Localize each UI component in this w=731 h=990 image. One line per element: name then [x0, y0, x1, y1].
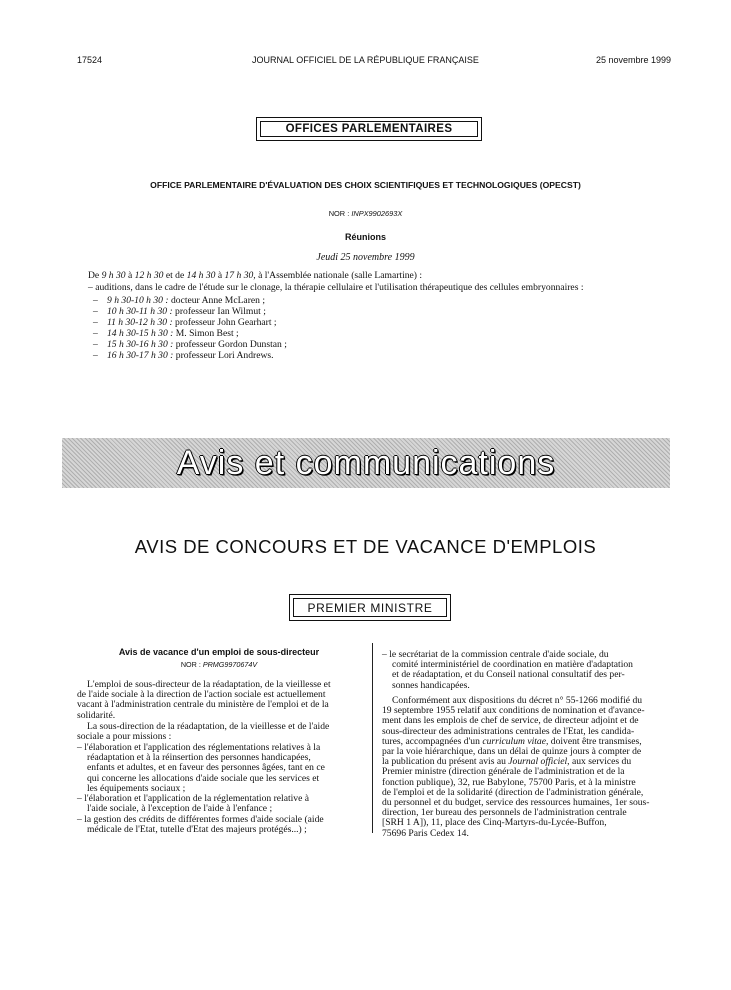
text-line: – l'élaboration et l'application de la réglementation relative à — [77, 793, 310, 804]
article-nor — [77, 660, 361, 669]
text-line: sous-directeur des administrations centrales de l'Etat, les candida- — [382, 725, 635, 737]
section-banner — [62, 438, 670, 488]
text-line: [SRH 1 A]), 11, place des Cinq-Martyrs-du-Lycée-Buffon, — [382, 817, 607, 829]
session-row — [93, 339, 287, 350]
text-segment: doivent être transmises, — [550, 735, 642, 747]
session-time: 16 h 30-17 h 30 : — [107, 350, 174, 361]
intro-rest: à l'Assemblée nationale (salle Lamartine) : — [258, 270, 423, 281]
bullet-2 — [77, 794, 361, 814]
session-dash: – — [93, 339, 98, 350]
session-time: 9 h 30-10 h 30 : — [107, 295, 169, 306]
text-italic: Journal officiel, — [508, 756, 570, 768]
text-line: ment dans les emplois de chef de service, de directeur adjoint et de — [382, 715, 639, 727]
text-line: les équipements sociaux ; — [87, 782, 186, 794]
session-speaker: professeur Gordon Dunstan ; — [175, 339, 287, 350]
session-dash: – — [93, 328, 98, 339]
text-line: du personnel et du budget, service des ressources humaines, 1er sous- — [382, 797, 650, 809]
office-name: OFFICE PARLEMENTAIRE D'ÉVALUATION DES CHOIX SCIENTIFIQUES ET TECHNOLOGIQUES (OPECST) — [150, 180, 581, 190]
meeting-date: Jeudi 25 novembre 1999 — [316, 252, 415, 263]
text-line: – la gestion des crédits de différentes formes d'aide sociale (aide — [77, 814, 324, 825]
ministry-label: PREMIER MINISTRE — [307, 600, 433, 615]
nor-value: PRMG9970674V — [202, 660, 258, 669]
text-line: L'emploi de sous-directeur de la réadaptation, de la vieillesse et — [87, 679, 331, 690]
text-line: La sous-direction de la réadaptation, de la vieillesse et de l'aide — [87, 721, 330, 732]
article-title: Avis de vacance d'un emploi de sous-directeur — [118, 647, 320, 657]
ministry-box — [289, 594, 451, 621]
offices-section-box — [256, 117, 482, 141]
paragraph-2 — [77, 722, 361, 742]
journal-title: JOURNAL OFFICIEL DE LA RÉPUBLIQUE FRANÇAISE — [252, 55, 479, 65]
text-segment: tures, accompagnées d'un — [382, 735, 480, 747]
text-line: par la voie hiérarchique, dans un délai de quinze jours à compter de — [382, 746, 642, 758]
paragraph-3 — [382, 696, 666, 839]
text-line: fonction publique), 32, rue Babylone, 75700 Paris, et à la ministre — [382, 776, 636, 788]
issue-date: 25 novembre 1999 — [595, 55, 671, 65]
avis-heading: AVIS DE CONCOURS ET DE VACANCE D'EMPLOIS — [134, 536, 597, 557]
meeting-intro — [88, 270, 422, 281]
text-line: qui concerne les allocations d'aide sociale que les services et — [87, 772, 320, 784]
text-segment: aux services du — [572, 756, 632, 768]
text-line: enfants et adultes, et en faveur des personnes âgées, tant en ce — [87, 762, 325, 774]
column-divider — [372, 643, 373, 833]
nor-label: NOR : — [180, 660, 201, 669]
intro-a-2: à — [217, 270, 223, 281]
intro-time-2: 12 h 30 — [134, 270, 164, 281]
bullet-1 — [77, 743, 361, 794]
offices-section-label: OFFICES PARLEMENTAIRES — [285, 123, 453, 135]
text-line: solidarité. — [77, 709, 116, 721]
intro-time-4: 17 h 30, — [224, 270, 256, 281]
text-line: sociale a pour missions : — [77, 731, 172, 743]
session-speaker: M. Simon Best ; — [175, 328, 239, 339]
paragraph-1 — [77, 680, 361, 721]
page-number: 17524 — [77, 55, 103, 65]
text-line: comité interministériel de coordination en matière d'adaptation — [392, 659, 633, 671]
text-line: – le secrétariat de la commission centrale d'aide sociale, du — [382, 649, 609, 660]
session-row — [93, 306, 266, 317]
text-line: vacant à l'administration centrale du ministère de l'emploi et de la — [77, 699, 329, 711]
bullet-4 — [382, 650, 666, 691]
meetings-heading: Réunions — [344, 232, 386, 242]
nor-value: INPX9902693X — [351, 209, 403, 218]
nor-reference — [0, 209, 731, 218]
text-line: – l'élaboration et l'application des réglementations relatives à la — [77, 742, 321, 753]
intro-et: et de — [165, 270, 185, 281]
text-line: direction, 1er bureau des personnels de l'administration centrale — [382, 807, 627, 819]
session-time: 10 h 30-11 h 30 : — [107, 306, 173, 317]
bullet-3 — [77, 815, 361, 835]
nor-label: NOR : — [328, 209, 350, 218]
text-line: de l'aide sociale à la direction de l'action sociale est actuellement — [77, 689, 326, 701]
text-line: réadaptation et à la réinsertion des personnes handicapées, — [87, 752, 311, 764]
text-line: de l'emploi et de la solidarité (direction de l'administration générale, — [382, 786, 644, 798]
text-italic: curriculum vitae, — [482, 735, 549, 747]
intro-de: De — [88, 270, 100, 281]
intro-a-1: à — [127, 270, 133, 281]
text-segment: la publication du présent avis au — [382, 756, 506, 768]
text-line: sonnes handicapées. — [392, 679, 470, 691]
text-line: médicale de l'Etat, tutelle d'Etat des majeurs protégés...) ; — [87, 824, 307, 836]
session-speaker: professeur Lori Andrews. — [175, 350, 274, 361]
session-dash: – — [93, 295, 98, 306]
intro-time-3: 14 h 30 — [186, 270, 216, 281]
session-time: 15 h 30-16 h 30 : — [107, 339, 174, 350]
session-speaker: professeur Ian Wilmut ; — [175, 306, 266, 317]
session-dash: – — [93, 350, 98, 361]
session-dash: – — [93, 306, 98, 317]
session-speaker: docteur Anne McLaren ; — [170, 295, 266, 306]
meeting-subject: – auditions, dans le cadre de l'étude sur le clonage, la thérapie cellulaire et l'utilisation thérapeutique des cellules embryonnaires : — [88, 282, 584, 293]
intro-time-1: 9 h 30 — [101, 270, 126, 281]
session-speaker: professeur John Gearhart ; — [175, 317, 277, 328]
session-time: 14 h 30-15 h 30 : — [107, 328, 174, 339]
session-row — [93, 328, 239, 339]
session-row — [93, 350, 274, 361]
session-row — [93, 295, 265, 306]
session-time: 11 h 30-12 h 30 : — [107, 317, 173, 328]
text-line: Premier ministre (direction générale de l'administration et de la — [382, 766, 625, 778]
text-line: l'aide sociale, à l'exception de l'aide à l'enfance ; — [87, 803, 273, 815]
session-dash: – — [93, 317, 98, 328]
text-line: Conformément aux dispositions du décret n° 55-1266 modifié du — [392, 695, 643, 706]
text-line: 19 septembre 1955 relatif aux conditions de nomination et d'avance- — [382, 705, 645, 717]
text-line: 75696 Paris Cedex 14. — [382, 827, 469, 839]
text-line: et de réadaptation, et du Conseil national consultatif des per- — [392, 669, 625, 681]
session-row — [93, 317, 277, 328]
banner-text: Avis et communications — [176, 443, 556, 482]
